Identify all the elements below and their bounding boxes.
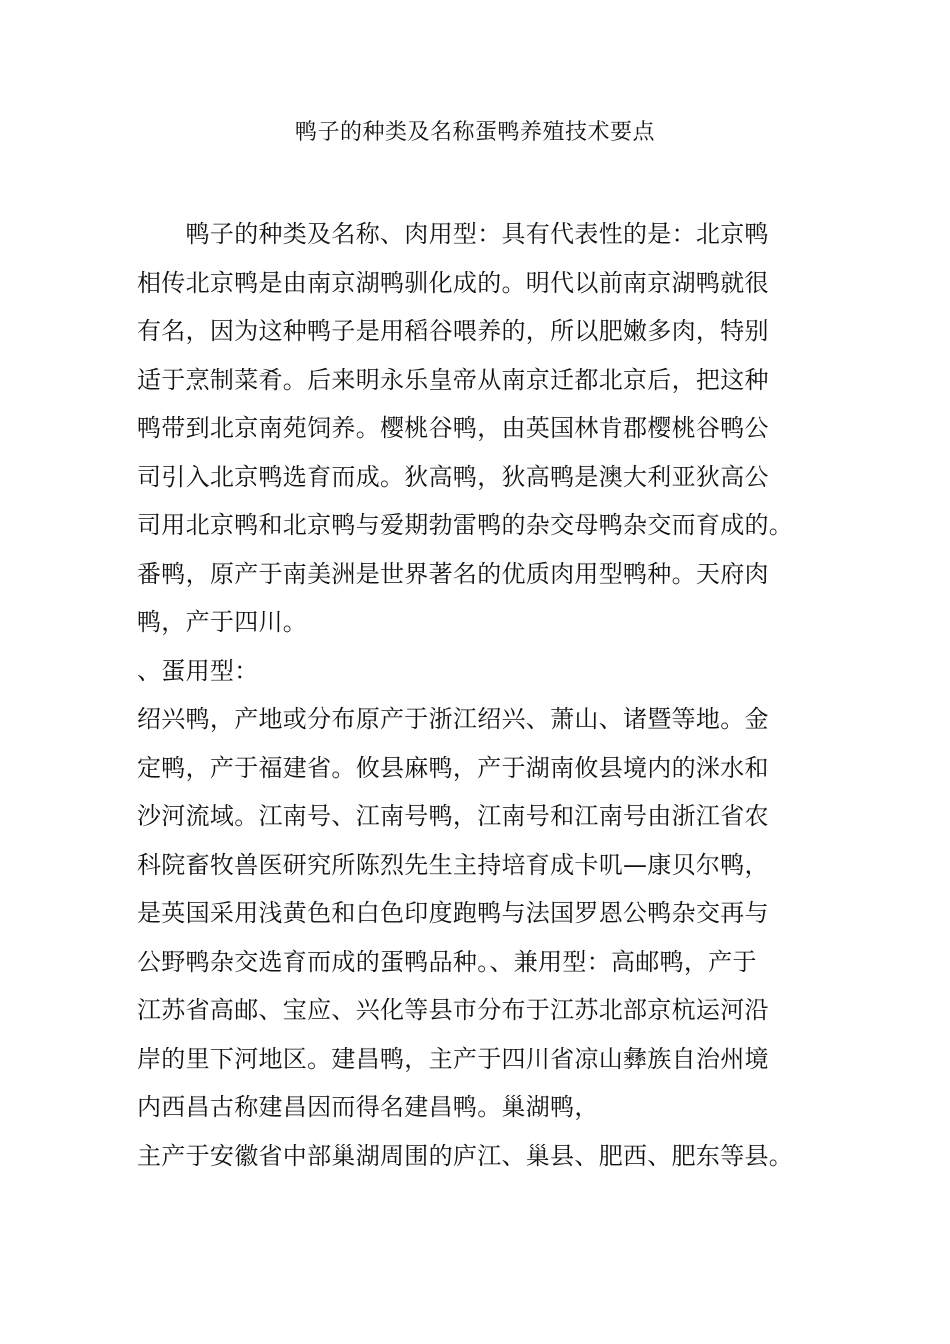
body-line: 是英国采用浅黄色和白色印度跑鸭与法国罗恩公鸭杂交再与 xyxy=(137,899,769,927)
body-line: 司引入北京鸭选育而成。狄高鸭，狄高鸭是澳大利亚狄高公 xyxy=(137,462,769,491)
document-body xyxy=(137,210,817,1180)
body-line: 绍兴鸭，产地或分布原产于浙江绍兴、萧山、诸暨等地。金 xyxy=(137,705,769,733)
body-line: 鸭子的种类及名称、肉用型：具有代表性的是：北京鸭 xyxy=(137,220,769,248)
body-line: 岸的里下河地区。建昌鸭，主产于四川省凉山彝族自治州境 xyxy=(137,1044,769,1073)
body-line: 有名，因为这种鸭子是用稻谷喂养的，所以肥嫩多肉，特别 xyxy=(137,317,769,345)
body-line: 相传北京鸭是由南京湖鸭驯化成的。明代以前南京湖鸭就很 xyxy=(137,268,769,297)
body-line: 鸭，产于四川。 xyxy=(137,608,308,636)
body-line: 内西昌古称建昌因而得名建昌鸭。巢湖鸭， xyxy=(137,1093,599,1121)
body-line: 科院畜牧兽医研究所陈烈先生主持培育成卡叽—康贝尔鸭， xyxy=(137,850,769,879)
body-line: 适于烹制菜肴。后来明永乐皇帝从南京迁都北京后，把这种 xyxy=(137,365,769,394)
body-line: 司用北京鸭和北京鸭与爱期勃雷鸭的杂交母鸭杂交而育成的。 xyxy=(137,511,794,539)
section-heading: 、蛋用型： xyxy=(137,656,259,685)
body-line: 公野鸭杂交选育而成的蛋鸭品种。、兼用型：高邮鸭，产于 xyxy=(137,947,757,976)
body-line: 鸭带到北京南苑饲养。樱桃谷鸭，由英国林肯郡樱桃谷鸭公 xyxy=(137,414,769,442)
body-line: 江苏省高邮、宝应、兴化等县市分布于江苏北部京杭运河沿 xyxy=(137,996,769,1024)
document-title: 鸭子的种类及名称蛋鸭养殖技术要点 xyxy=(294,120,655,145)
body-line: 沙河流域。江南号、江南号鸭，江南号和江南号由浙江省农 xyxy=(137,802,769,830)
body-line: 定鸭，产于福建省。攸县麻鸭，产于湖南攸县境内的洣水和 xyxy=(137,753,769,782)
body-line: 主产于安徽省中部巢湖周围的庐江、巢县、肥西、肥东等县。 xyxy=(137,1141,794,1170)
body-line: 番鸭，原产于南美洲是世界著名的优质肉用型鸭种。天府肉 xyxy=(137,559,769,588)
